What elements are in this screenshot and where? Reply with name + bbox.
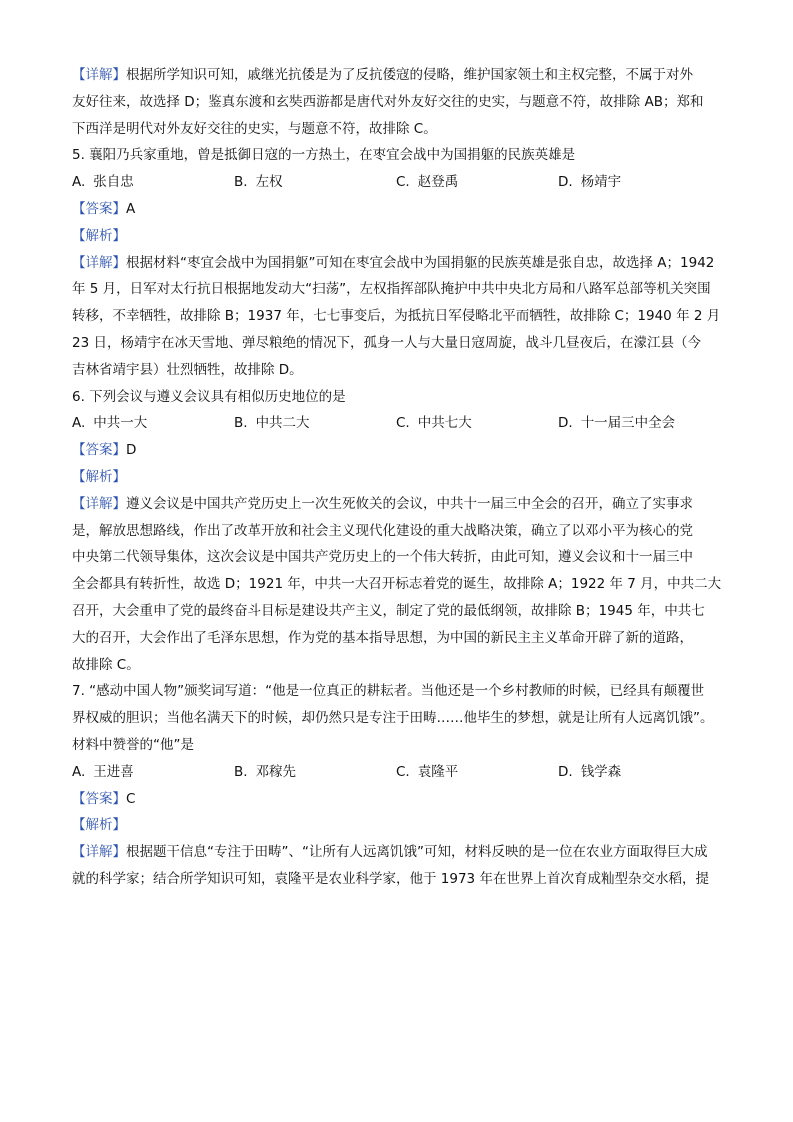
q5-detail-line-1: 【详解】根据材料“枣宜会战中为国捐躯”可知在枣宜会战中为国捐躯的民族英雄是张自忠，故选择 A；1942 [72, 254, 715, 271]
detail-tag: 【详解】 [72, 67, 126, 83]
q6-detail-line-2: 是，解放思想路线，作出了改革开放和社会主义现代化建设的重大战略决策，确立了以邓小平为核心的党 [72, 522, 693, 539]
q6-detail-line-7: 故排除 C。 [72, 656, 140, 673]
q6-option-c: C. 中共七大 [396, 415, 472, 432]
q4-detail [72, 62, 722, 142]
q4-detail-line-2: 友好往来，故选择 D；鉴真东渡和玄奘西游都是唐代对外友好交往的史实，与题意不符，故排除 AB；郑和 [72, 93, 704, 110]
q7-option-d: D. 钱学森 [558, 763, 622, 780]
q7-detail [72, 839, 722, 893]
q5-detail-line-5: 吉林省靖宇县）壮烈牺牲，故排除 D。 [72, 361, 303, 378]
q5-question: 5. 襄阳乃兵家重地，曾是抵御日寇的一方热土，在枣宜会战中为国捐躯的民族英雄是 [72, 147, 576, 164]
detail-tag: 【详解】 [72, 844, 126, 861]
q6-detail-line-5: 召开，大会重申了党的最终奋斗目标是建设共产主义，制定了党的最低纲领，故排除 B；1945 年，中共七 [72, 602, 705, 619]
q7-detail-line-2: 就的科学家；结合所学知识可知，袁隆平是农业科学家，他于 1973 年在世界上首次育成籼型杂交水稻，提 [72, 870, 709, 887]
q5-option-b: B. 左权 [234, 174, 283, 191]
q7-question [72, 678, 722, 758]
q7-answer: 【答案】C [72, 790, 136, 807]
q6-detail [72, 491, 722, 679]
q7-options [72, 759, 722, 786]
q6-question: 6. 下列会议与遵义会议具有相似历史地位的是 [72, 388, 346, 405]
q5-detail [72, 250, 722, 384]
q7-question-line-1: 7. “感动中国人物”颁奖词写道：“他是一位真正的耕耘者。当他还是一个乡村教师的时候，已经具有颠覆世 [72, 683, 705, 700]
answer-tag: 【答案】 [72, 442, 126, 459]
q5-detail-line-4: 23 日，杨靖宇在冰天雪地、弹尽粮绝的情况下，孤身一人与大量日寇周旋，战斗几昼夜后，在濛江县（今 [72, 334, 701, 351]
q6-answer: 【答案】D [72, 442, 137, 459]
q6-detail-line-1: 【详解】遵义会议是中国共产党历史上一次生死攸关的会议，中共十一届三中全会的召开，确立了实事求 [72, 495, 693, 512]
answer-tag: 【答案】 [72, 790, 126, 807]
q5-detail-line-2: 年 5 月，日军对太行抗日根据地发动大“扫荡”，左权指挥部队掩护中共中央北方局和八路军总部等机关突围 [72, 281, 711, 298]
q5-option-a: A. 张自忠 [72, 174, 134, 191]
q7-option-a: A. 王进喜 [72, 763, 134, 780]
q7-question-line-2: 界权威的胆识；当他名满天下的时候，却仍然只是专注于田畴……他毕生的梦想，就是让所有人远离饥饿”。 [72, 710, 714, 727]
q7-option-b: B. 邓稼先 [234, 763, 297, 780]
q5-options [72, 169, 722, 196]
q7-detail-line-1: 【详解】根据题干信息“专注于田畴”、“让所有人远离饥饿”可知，材料反映的是一位在农业方面取得巨大成 [72, 844, 708, 861]
document-page [72, 62, 722, 893]
q6-option-a: A. 中共一大 [72, 415, 148, 432]
q6-analysis-tag: 【解析】 [72, 468, 126, 485]
detail-tag: 【详解】 [72, 495, 126, 512]
q6-option-d: D. 十一届三中全会 [558, 415, 676, 432]
answer-tag: 【答案】 [72, 200, 126, 217]
q7-option-c: C. 袁隆平 [396, 763, 459, 780]
q6-detail-line-6: 大的召开，大会作出了毛泽东思想，作为党的基本指导思想，为中国的新民主主义革命开辟了新的道路， [72, 629, 693, 646]
q5-detail-line-3: 转移，不幸牺牲，故排除 B；1937 年，七七事变后，为抵抗日军侵略北平而牺牲，故排除 C；1940 年 2 月 [72, 308, 721, 325]
q7-analysis-tag: 【解析】 [72, 817, 126, 834]
q5-analysis-tag: 【解析】 [72, 227, 126, 244]
q5-option-d: D. 杨靖宇 [558, 174, 622, 191]
detail-tag: 【详解】 [72, 254, 126, 271]
q5-answer: 【答案】A [72, 200, 136, 217]
q4-detail-line-3: 下西洋是明代对外友好交往的史实，与题意不符，故排除 C。 [72, 120, 437, 137]
q6-detail-line-3: 中央第二代领导集体，这次会议是中国共产党历史上的一个伟大转折，由此可知，遵义会议和十一届三中 [72, 549, 693, 566]
q6-options [72, 410, 722, 437]
q7-question-line-3: 材料中赞誉的“他”是 [72, 736, 194, 753]
q6-detail-line-4: 全会都具有转折性，故选 D；1921 年，中共一大召开标志着党的诞生，故排除 A；1922 年 7 月，中共二大 [72, 576, 722, 593]
q4-detail-line-1: 【详解】根据所学知识可知，戚继光抗倭是为了反抗倭寇的侵略，维护国家领土和主权完整，不属于对外 [72, 67, 693, 83]
q5-option-c: C. 赵登禹 [396, 174, 459, 191]
q6-option-b: B. 中共二大 [234, 415, 310, 432]
